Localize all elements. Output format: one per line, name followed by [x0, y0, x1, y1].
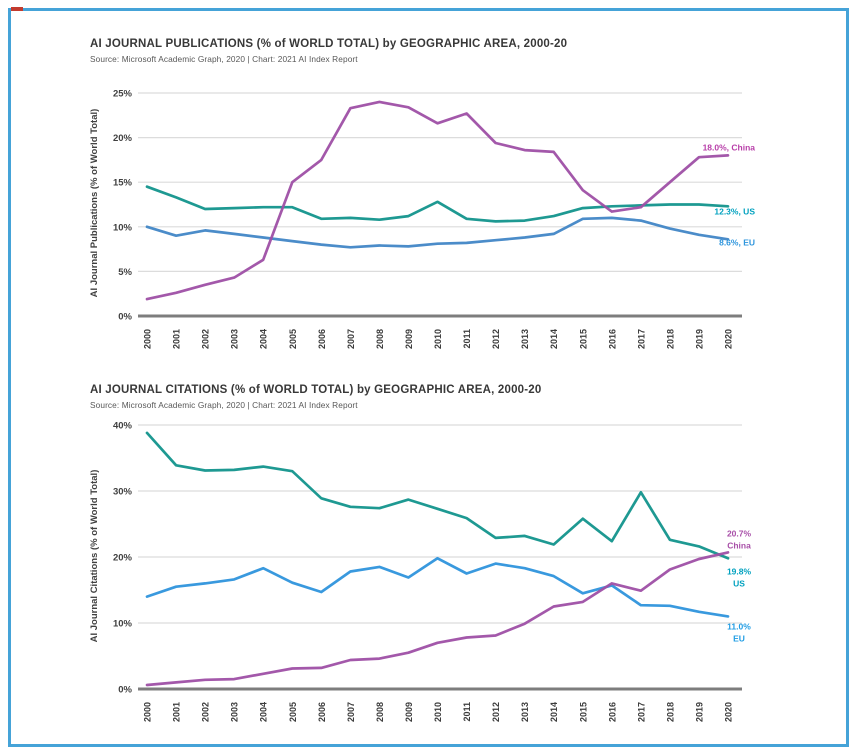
x-tick-label: 2012 — [491, 702, 502, 723]
y-tick-label: 20% — [112, 552, 132, 564]
x-tick-label: 2020 — [723, 702, 734, 723]
series-end-label-eu: 8.6%, EU — [719, 237, 755, 248]
y-tick-label: 30% — [112, 486, 132, 498]
x-tick-label: 2016 — [607, 329, 618, 350]
x-tick-label: 2010 — [433, 702, 443, 723]
x-tick-label: 2007 — [345, 329, 356, 350]
x-tick-label: 2019 — [694, 702, 705, 723]
series-end-label-us: US — [733, 578, 745, 589]
x-tick-label: 2014 — [549, 702, 560, 723]
y-tick-label: 5% — [118, 266, 132, 278]
y-tick-label: 10% — [112, 222, 132, 234]
x-tick-label: 2017 — [636, 329, 647, 350]
x-tick-label: 2018 — [665, 329, 676, 350]
x-tick-label: 2008 — [374, 329, 385, 350]
x-tick-label: 2011 — [462, 329, 473, 349]
data-line-us — [147, 433, 728, 558]
citations-chart-canvas — [0, 412, 856, 747]
x-tick-label: 2003 — [229, 329, 240, 350]
x-tick-label: 2015 — [578, 702, 589, 723]
publications-chart-canvas — [0, 72, 856, 372]
series-end-label-china: 18.0%, China — [702, 142, 755, 153]
x-tick-label: 2005 — [287, 702, 298, 723]
y-axis-title: AI Journal Citations (% of World Total) — [89, 469, 100, 643]
series-end-label-us: 12.3%, US — [714, 206, 755, 217]
x-tick-label: 2001 — [171, 329, 182, 350]
x-tick-label: 2009 — [403, 329, 414, 350]
x-tick-label: 2013 — [520, 702, 531, 723]
y-tick-label: 25% — [112, 88, 132, 100]
x-tick-label: 2006 — [316, 702, 327, 723]
x-tick-label: 2004 — [258, 329, 269, 350]
y-tick-label: 0% — [118, 684, 132, 696]
publications-chart-title: AI JOURNAL PUBLICATIONS (% of WORLD TOTAL) by GEOGRAPHIC AREA, 2000-20 — [90, 38, 568, 50]
x-tick-label: 2010 — [433, 329, 443, 350]
series-end-label-eu: EU — [733, 633, 745, 644]
x-tick-label: 2001 — [171, 702, 182, 723]
x-tick-label: 2003 — [229, 702, 240, 723]
corner-annotation-mark — [11, 7, 23, 11]
x-tick-label: 2017 — [636, 702, 647, 723]
x-tick-label: 2002 — [200, 702, 211, 723]
data-line-china — [147, 552, 728, 685]
x-tick-label: 2011 — [462, 702, 473, 722]
x-tick-label: 2004 — [258, 702, 269, 723]
x-tick-label: 2008 — [374, 702, 385, 723]
x-tick-label: 2002 — [200, 329, 211, 350]
x-tick-label: 2015 — [578, 329, 589, 350]
x-tick-label: 2000 — [142, 329, 153, 350]
x-tick-label: 2012 — [491, 328, 502, 350]
x-tick-label: 2020 — [723, 329, 734, 350]
publications-chart-source: Source: Microsoft Academic Graph, 2020 | Chart: 2021 AI Index Report — [90, 54, 358, 64]
x-tick-label: 2016 — [607, 702, 618, 723]
data-line-us — [147, 187, 728, 222]
citations-chart-title: AI JOURNAL CITATIONS (% of WORLD TOTAL) by GEOGRAPHIC AREA, 2000-20 — [90, 384, 542, 396]
y-tick-label: 40% — [112, 420, 132, 432]
y-axis-title: AI Journal Publications (% of World Total) — [89, 108, 100, 298]
series-end-label-china: China — [727, 540, 751, 551]
x-tick-label: 2014 — [549, 329, 560, 350]
series-end-label-eu: 11.0% — [727, 621, 751, 632]
series-end-label-china: 20.7% — [726, 528, 752, 539]
x-tick-label: 2018 — [665, 702, 676, 723]
data-line-eu — [147, 558, 728, 616]
x-tick-label: 2005 — [287, 329, 298, 350]
y-tick-label: 20% — [112, 133, 132, 145]
series-end-label-us: 19.8% — [726, 566, 752, 577]
x-tick-label: 2000 — [142, 702, 153, 723]
x-tick-label: 2013 — [520, 329, 531, 350]
y-tick-label: 15% — [112, 177, 132, 189]
y-tick-label: 0% — [118, 311, 132, 323]
y-tick-label: 10% — [112, 618, 132, 630]
data-line-eu — [147, 218, 728, 247]
citations-chart-source: Source: Microsoft Academic Graph, 2020 | Chart: 2021 AI Index Report — [90, 400, 358, 410]
x-tick-label: 2007 — [345, 702, 356, 723]
x-tick-label: 2019 — [694, 329, 705, 350]
x-tick-label: 2006 — [316, 329, 327, 350]
x-tick-label: 2009 — [403, 702, 414, 723]
